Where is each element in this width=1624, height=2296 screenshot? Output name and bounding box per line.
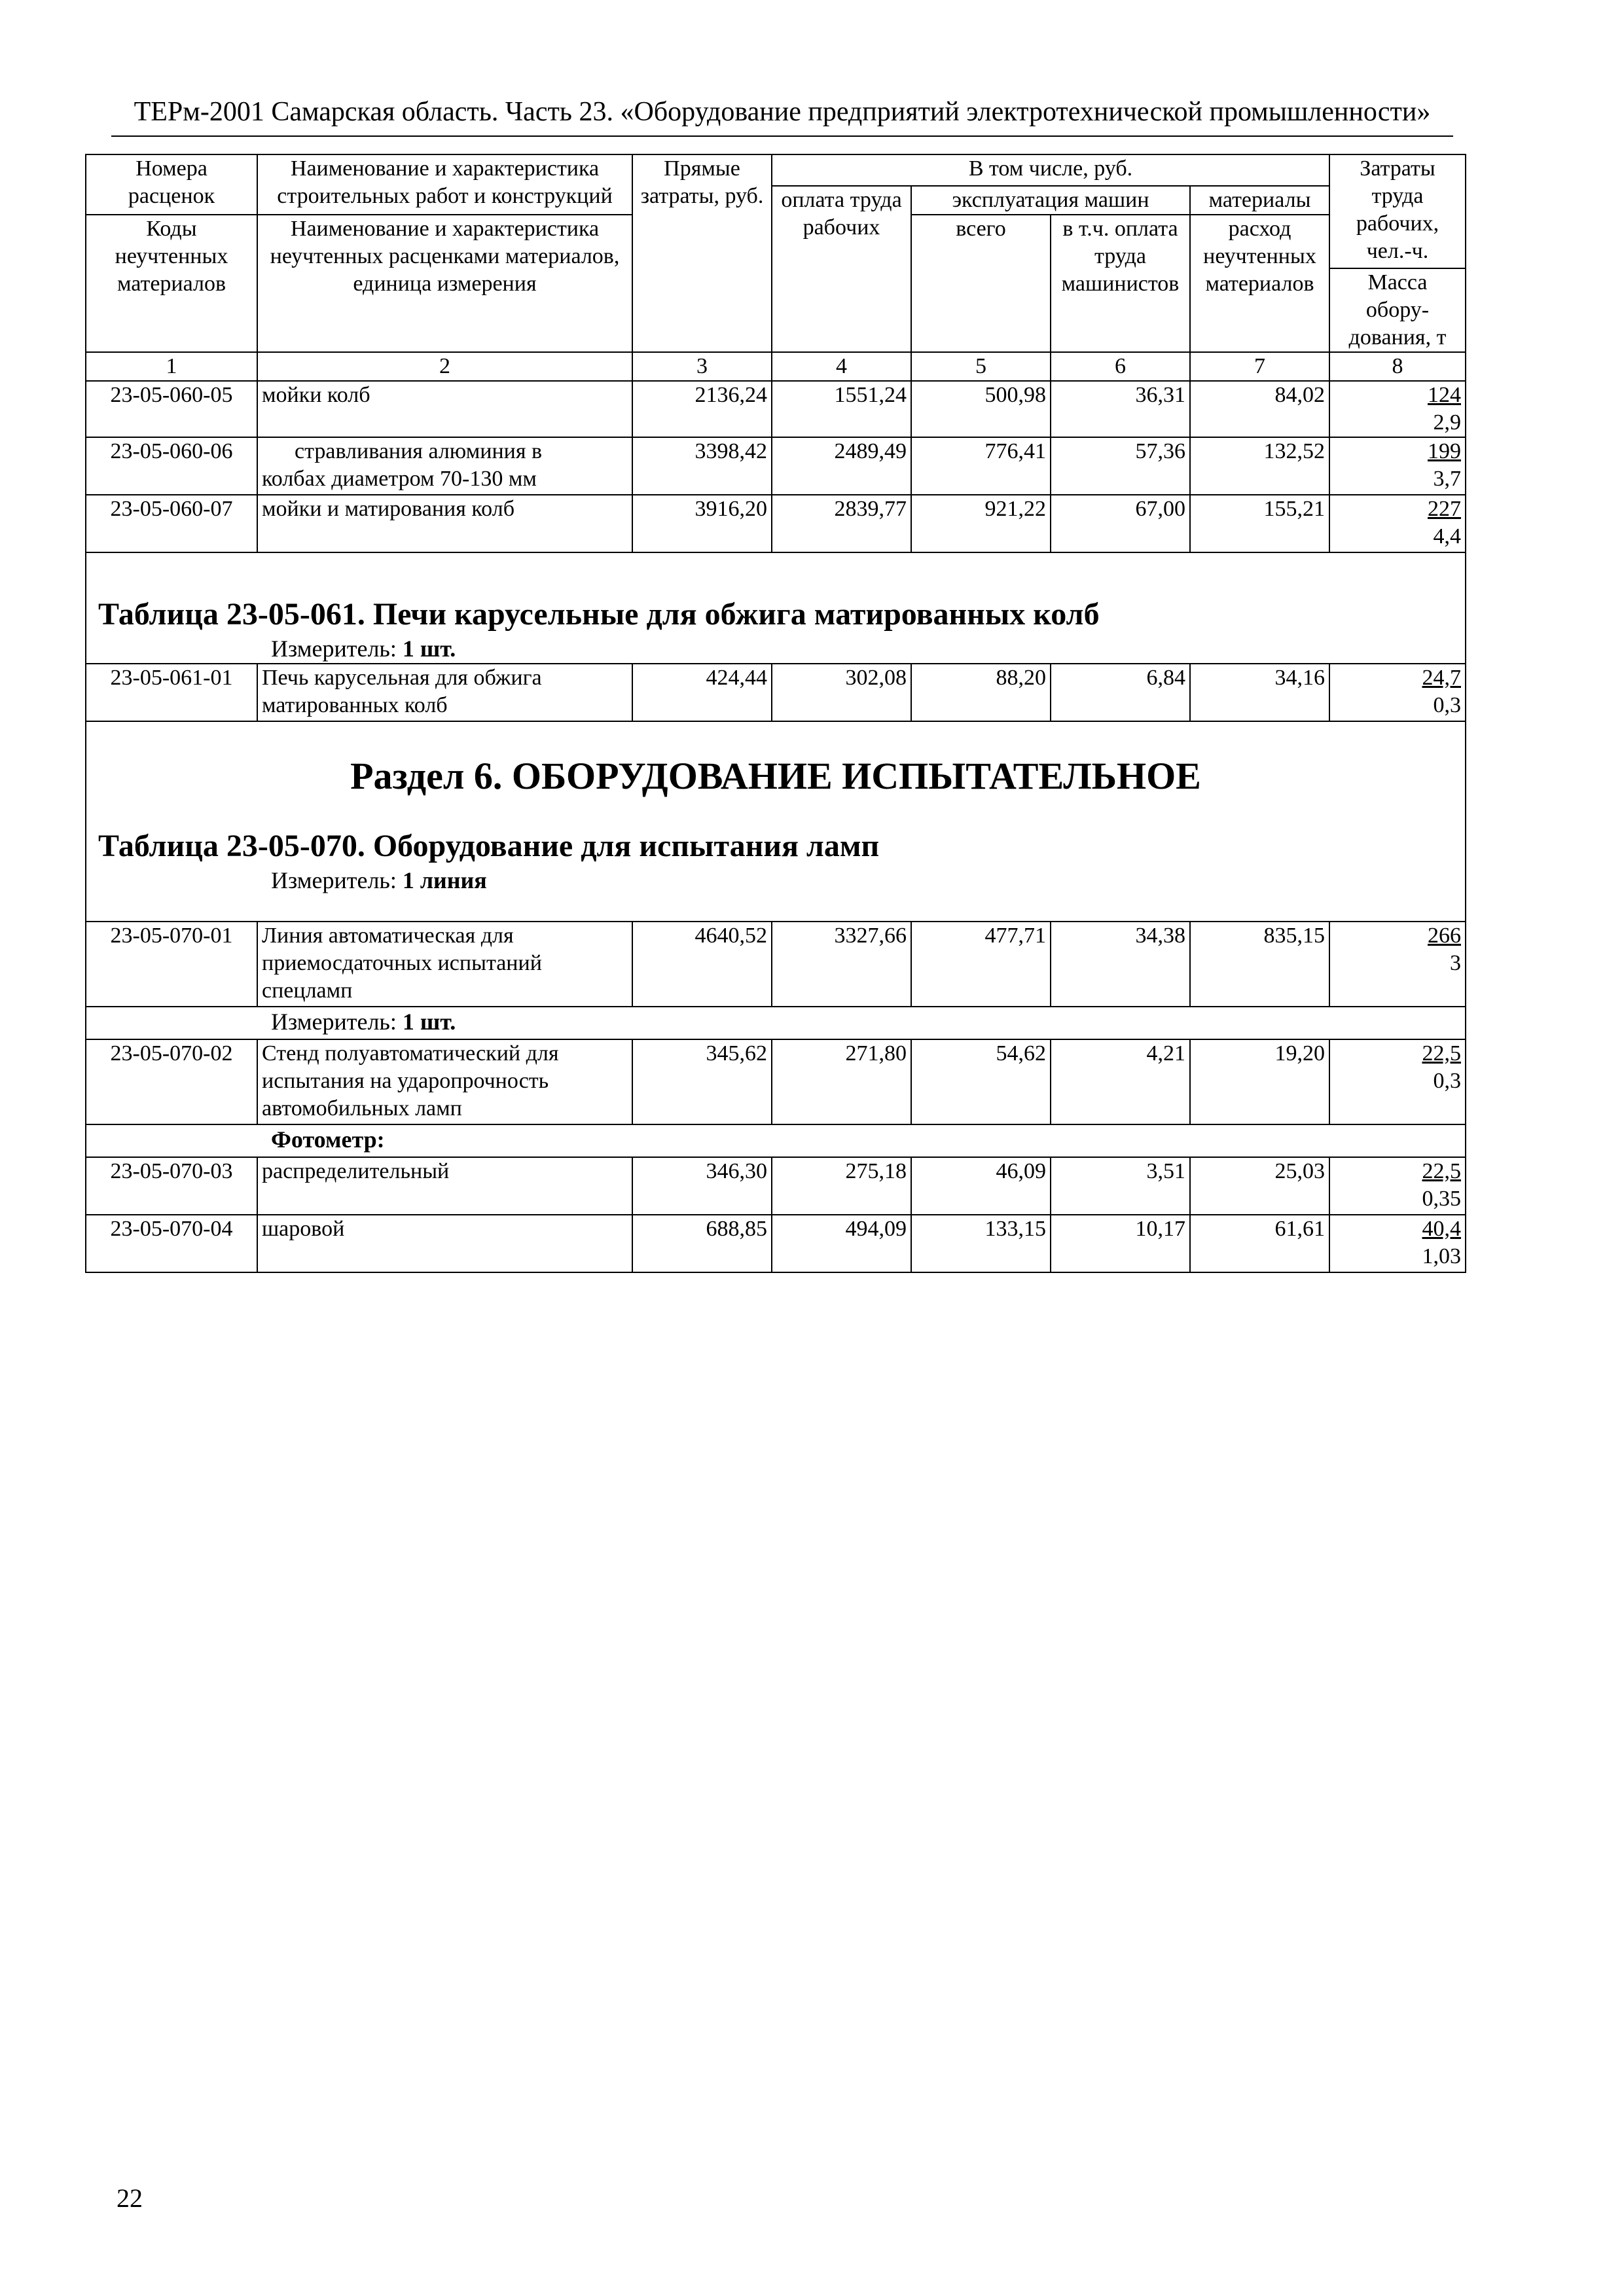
equipment-mass: 0,35 <box>1422 1187 1461 1211</box>
labor-mass-cell <box>1329 922 1466 1007</box>
table-title: Таблица 23-05-070. Оборудование для испытания ламп <box>98 829 880 863</box>
equipment-mass: 1,03 <box>1422 1244 1461 1268</box>
equipment-mass: 0,3 <box>1433 693 1461 717</box>
work-name-line: колбах диаметром 70-130 мм <box>262 467 537 491</box>
materials: 25,03 <box>1190 1157 1329 1215</box>
direct-costs: 4640,52 <box>632 922 772 1007</box>
labor-hours: 24,7 <box>1422 666 1461 690</box>
operator-pay: 6,84 <box>1051 664 1190 721</box>
col-number: 4 <box>772 352 911 381</box>
labor-hours: 40,4 <box>1422 1217 1461 1241</box>
operator-pay: 36,31 <box>1051 381 1190 437</box>
labor-mass-cell <box>1329 381 1466 437</box>
labor-hours: 22,5 <box>1422 1159 1461 1183</box>
operator-pay: 10,17 <box>1051 1215 1190 1272</box>
header-direct-costs: Прямые затраты, руб. <box>632 154 772 352</box>
header-material-names: Наименование и характеристика неучтенных расценками материалов, единица измерения <box>257 215 632 352</box>
photometer-label-text: Фотометр: <box>271 1126 385 1153</box>
labor-pay: 2839,77 <box>772 495 911 552</box>
col-number: 3 <box>632 352 772 381</box>
table-row <box>86 1039 1466 1124</box>
table-061-heading-cell <box>86 552 1466 664</box>
labor-mass-cell <box>1329 1039 1466 1124</box>
operator-pay: 34,38 <box>1051 922 1190 1007</box>
work-name <box>257 437 632 495</box>
col-number: 2 <box>257 352 632 381</box>
col-number: 1 <box>86 352 257 381</box>
machine-total: 477,71 <box>911 922 1051 1007</box>
labor-pay: 3327,66 <box>772 922 911 1007</box>
machine-total: 133,15 <box>911 1215 1051 1272</box>
machine-total: 88,20 <box>911 664 1051 721</box>
measure-line <box>86 1007 1465 1036</box>
work-name-line: приемосдаточных испытаний <box>262 951 542 975</box>
materials: 132,52 <box>1190 437 1329 495</box>
labor-pay: 302,08 <box>772 664 911 721</box>
work-name-line: испытания на ударопрочность <box>262 1069 549 1093</box>
header-work-name: Наименование и характеристика строительных работ и конструкций <box>257 154 632 215</box>
work-name-line: Печь карусельная для обжига <box>262 666 542 690</box>
rate-code: 23-05-061-01 <box>86 664 257 721</box>
table-title: Таблица 23-05-061. Печи карусельные для обжига матированных колб <box>98 597 1100 632</box>
direct-costs: 424,44 <box>632 664 772 721</box>
col-number: 7 <box>1190 352 1329 381</box>
operator-pay: 3,51 <box>1051 1157 1190 1215</box>
table-row <box>86 381 1466 437</box>
machine-total: 776,41 <box>911 437 1051 495</box>
labor-pay: 494,09 <box>772 1215 911 1272</box>
table-row <box>86 922 1466 1007</box>
work-name: шаровой <box>257 1215 632 1272</box>
direct-costs: 346,30 <box>632 1157 772 1215</box>
materials: 34,16 <box>1190 664 1329 721</box>
page-number: 22 <box>117 2183 143 2213</box>
rate-code: 23-05-060-07 <box>86 495 257 552</box>
rate-code: 23-05-070-03 <box>86 1157 257 1215</box>
work-name-line: Стенд полуавтоматический для <box>262 1041 559 1066</box>
equipment-mass: 3,7 <box>1433 467 1461 491</box>
labor-pay: 1551,24 <box>772 381 911 437</box>
direct-costs: 3916,20 <box>632 495 772 552</box>
work-name-line: матированных колб <box>262 693 448 717</box>
equipment-mass: 4,4 <box>1433 524 1461 548</box>
labor-mass-cell <box>1329 1157 1466 1215</box>
machine-total: 46,09 <box>911 1157 1051 1215</box>
labor-hours: 124 <box>1428 383 1461 407</box>
photometer-label <box>86 1125 1465 1154</box>
header-materials: материалы <box>1190 186 1329 215</box>
photometer-row <box>86 1124 1466 1157</box>
measure-row <box>86 1007 1466 1039</box>
measure-label: Измеритель: <box>271 636 397 662</box>
header-including: В том числе, руб. <box>772 154 1329 186</box>
materials: 84,02 <box>1190 381 1329 437</box>
work-name <box>257 1039 632 1124</box>
measure-line <box>86 634 1465 663</box>
work-name-line: Линия автоматическая для <box>262 924 514 948</box>
equipment-mass: 0,3 <box>1433 1069 1461 1093</box>
rate-code: 23-05-060-06 <box>86 437 257 495</box>
materials: 61,61 <box>1190 1215 1329 1272</box>
operator-pay: 67,00 <box>1051 495 1190 552</box>
section-6-heading-cell <box>86 721 1466 922</box>
measure-value: 1 линия <box>402 867 487 893</box>
labor-hours: 22,5 <box>1422 1041 1461 1066</box>
header-machine-total: всего <box>911 215 1051 352</box>
machine-total: 500,98 <box>911 381 1051 437</box>
labor-hours: 199 <box>1428 439 1461 463</box>
direct-costs: 3398,42 <box>632 437 772 495</box>
work-name <box>257 922 632 1007</box>
table-row <box>86 1215 1466 1272</box>
rate-code: 23-05-070-04 <box>86 1215 257 1272</box>
header-equipment-mass: Масса обору-дования, т <box>1329 268 1466 352</box>
labor-mass-cell <box>1329 1215 1466 1272</box>
table-row <box>86 437 1466 495</box>
measure-value: 1 шт. <box>402 636 456 662</box>
header-labor-pay: оплата труда рабочих <box>772 186 911 352</box>
materials: 19,20 <box>1190 1039 1329 1124</box>
header-operator-pay: в т.ч. оплата труда машинистов <box>1051 215 1190 352</box>
col-number: 5 <box>911 352 1051 381</box>
operator-pay: 4,21 <box>1051 1039 1190 1124</box>
materials: 155,21 <box>1190 495 1329 552</box>
col-number: 8 <box>1329 352 1466 381</box>
work-name-line: спецламп <box>262 978 353 1003</box>
rate-code: 23-05-070-02 <box>86 1039 257 1124</box>
work-name <box>257 664 632 721</box>
labor-mass-cell <box>1329 664 1466 721</box>
work-name-line: стравливания алюминия в <box>295 439 543 463</box>
rates-table <box>85 154 1466 1273</box>
section-title: Раздел 6. ОБОРУДОВАНИЕ ИСПЫТАТЕЛЬНОЕ <box>350 755 1201 797</box>
measure-label: Измеритель: <box>271 867 397 893</box>
header-rate-numbers: Номера расценок <box>86 154 257 215</box>
labor-hours: 266 <box>1428 924 1461 948</box>
measure-value: 1 шт. <box>402 1009 456 1035</box>
work-name-line: автомобильных ламп <box>262 1096 462 1121</box>
rate-code: 23-05-060-05 <box>86 381 257 437</box>
table-row <box>86 1157 1466 1215</box>
work-name: распределительный <box>257 1157 632 1215</box>
measure-line <box>86 866 1465 895</box>
table-row <box>86 495 1466 552</box>
work-name: мойки и матирования колб <box>257 495 632 552</box>
rate-code: 23-05-070-01 <box>86 922 257 1007</box>
header-material-codes: Коды неучтенных материалов <box>86 215 257 352</box>
equipment-mass: 2,9 <box>1433 410 1461 435</box>
direct-costs: 345,62 <box>632 1039 772 1124</box>
labor-hours: 227 <box>1428 497 1461 521</box>
page-header: ТЕРм-2001 Самарская область. Часть 23. «Оборудование предприятий электротехнической промышленности» <box>111 95 1453 137</box>
operator-pay: 57,36 <box>1051 437 1190 495</box>
labor-pay: 275,18 <box>772 1157 911 1215</box>
table-row <box>86 664 1466 721</box>
col-number: 6 <box>1051 352 1190 381</box>
labor-pay: 2489,49 <box>772 437 911 495</box>
labor-mass-cell <box>1329 437 1466 495</box>
equipment-mass: 3 <box>1450 951 1461 975</box>
machine-total: 54,62 <box>911 1039 1051 1124</box>
header-unaccounted: расход неучтенных материалов <box>1190 215 1329 352</box>
machine-total: 921,22 <box>911 495 1051 552</box>
materials: 835,15 <box>1190 922 1329 1007</box>
direct-costs: 688,85 <box>632 1215 772 1272</box>
header-machine-operation: эксплуатация машин <box>911 186 1190 215</box>
labor-pay: 271,80 <box>772 1039 911 1124</box>
labor-mass-cell <box>1329 495 1466 552</box>
direct-costs: 2136,24 <box>632 381 772 437</box>
work-name: мойки колб <box>257 381 632 437</box>
measure-label: Измеритель: <box>271 1009 397 1035</box>
header-labor-cost: Затраты труда рабочих, чел.-ч. <box>1329 154 1466 268</box>
